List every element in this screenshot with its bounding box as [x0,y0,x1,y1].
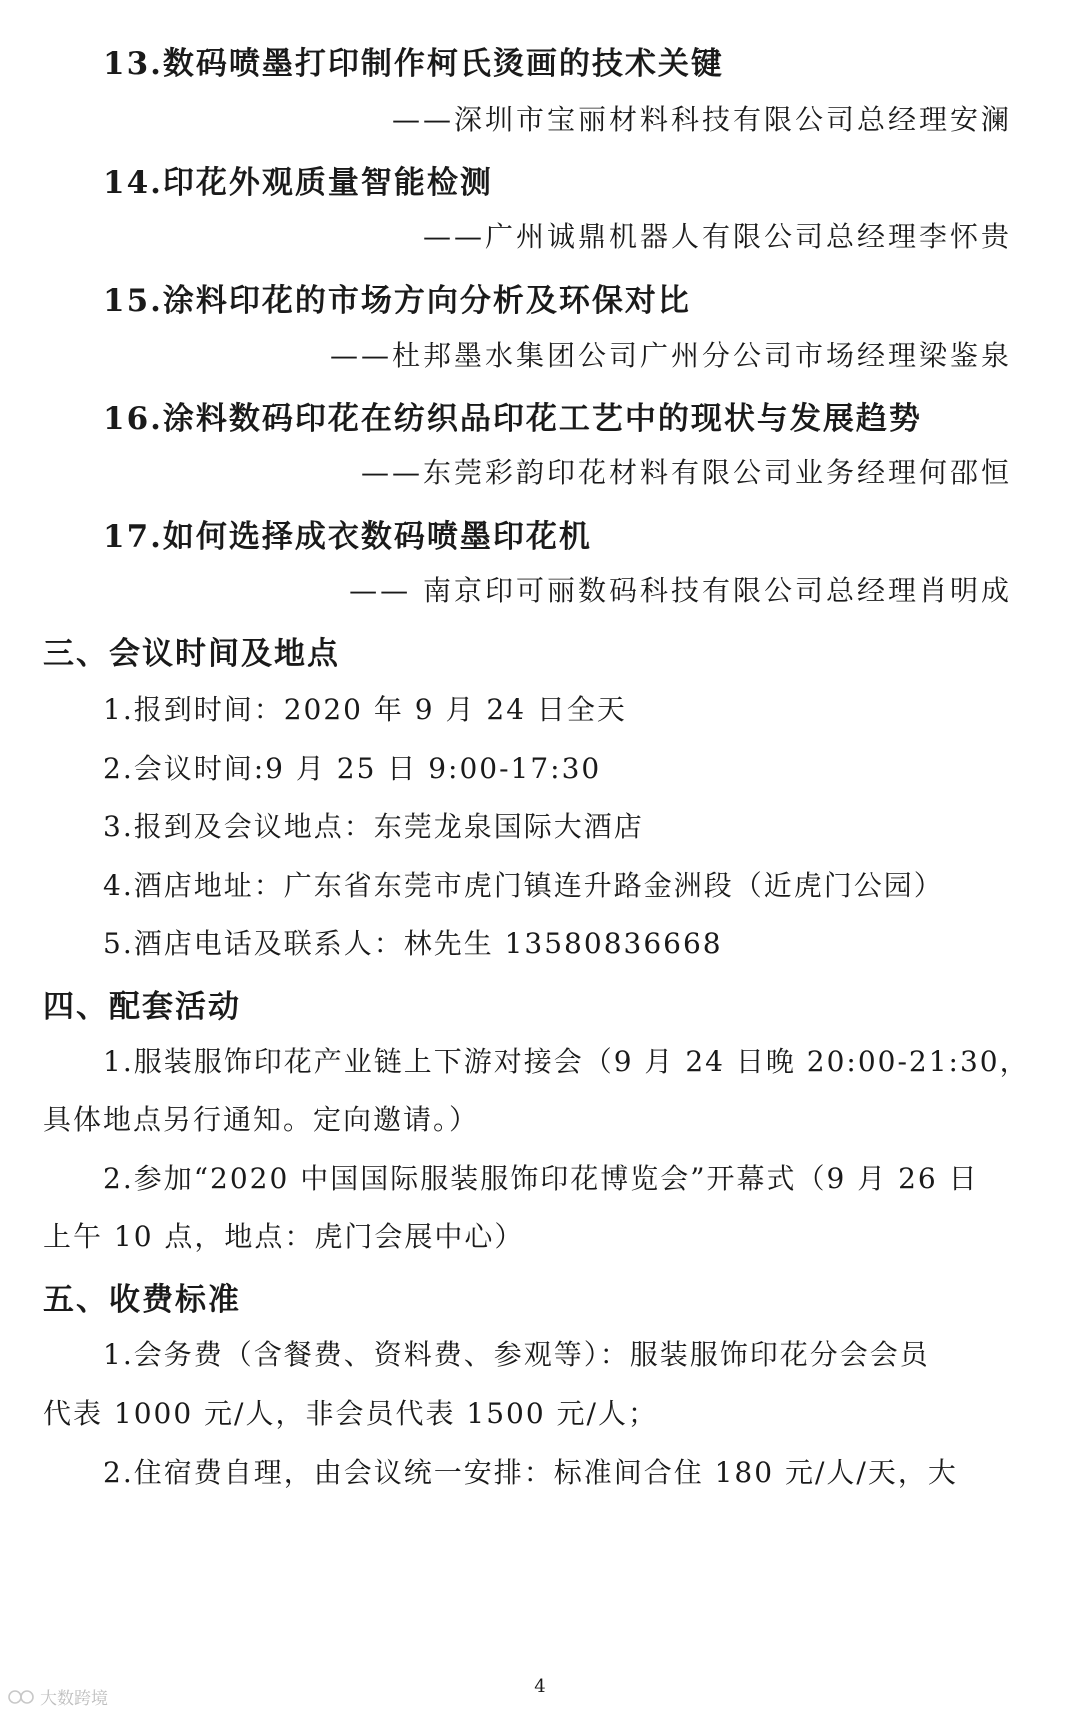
watermark-text: 大数跨境 [40,1689,108,1709]
paragraph-line: 1.服装服饰印花产业链上下游对接会（9 月 24 日晚 20:00-21:30， [103,1045,1030,1078]
talk-author: ——广州诚鼎机器人有限公司总经理李怀贵 [422,220,1012,253]
list-item: 5.酒店电话及联系人：林先生 13580836668 [103,927,723,960]
list-item: 2.会议时间:9 月 25 日 9:00-17:30 [103,752,602,785]
section-heading: 三、会议时间及地点 [43,636,340,672]
paragraph-line: 2.住宿费自理，由会议统一安排：标准间合住 180 元/人/天，大 [103,1456,958,1489]
talk-title: 15.涂料印花的市场方向分析及环保对比 [103,283,691,319]
paragraph-line: 1.会务费（含餐费、资料费、参观等）：服装服饰印花分会会员 [103,1338,930,1371]
page-number: 4 [534,1676,546,1697]
talk-author: ——东莞彩韵印花材料有限公司业务经理何邵恒 [360,456,1012,489]
paragraph-line: 具体地点另行通知。定向邀请。） [43,1103,480,1136]
talk-author: ——杜邦墨水集团公司广州分公司市场经理梁鉴泉 [329,339,1012,372]
paragraph-line: 上午 10 点，地点：虎门会展中心） [43,1220,525,1253]
talk-title: 14.印花外观质量智能检测 [103,165,493,201]
paragraph-line: 2.参加“2020 中国国际服装服饰印花博览会”开幕式（9 月 26 日 [103,1162,979,1195]
watermark-logo-icon [8,1688,36,1706]
talk-title: 17.如何选择成衣数码喷墨印花机 [103,519,592,555]
watermark [8,1684,108,1709]
section-heading: 五、收费标准 [43,1282,241,1318]
talk-author: —— 南京印可丽数码科技有限公司总经理肖明成 [349,574,1012,607]
paragraph-line: 代表 1000 元/人，非会员代表 1500 元/人； [43,1397,658,1430]
list-item: 1.报到时间：2020 年 9 月 24 日全天 [103,693,627,726]
list-item: 3.报到及会议地点：东莞龙泉国际大酒店 [103,810,644,843]
talk-title: 13.数码喷墨打印制作柯氏烫画的技术关键 [103,46,724,82]
talk-author: ——深圳市宝丽材料科技有限公司总经理安澜 [391,103,1012,136]
talk-title: 16.涂料数码印花在纺织品印花工艺中的现状与发展趋势 [103,401,922,437]
section-heading: 四、配套活动 [43,989,241,1025]
list-item: 4.酒店地址：广东省东莞市虎门镇连升路金洲段（近虎门公园） [103,869,944,902]
